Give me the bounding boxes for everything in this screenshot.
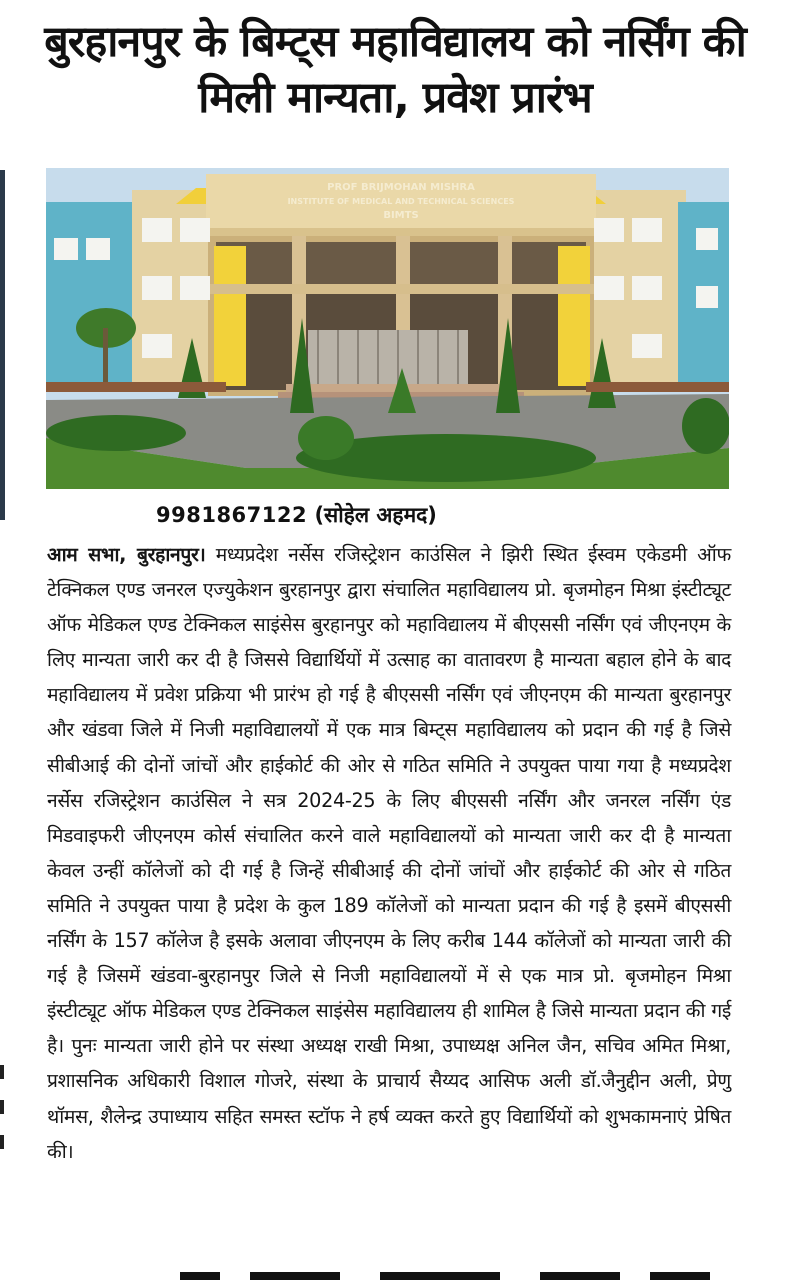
- reporter-phone: 9981867122: [156, 503, 308, 527]
- article-body-text: मध्यप्रदेश नर्सेस रजिस्ट्रेशन काउंसिल ने झिरी स्थित ईस्वम एकेडमी ऑफ टेक्निकल एण्ड जनरल एज्युकेशन बुरहानपुर द्वारा संचालित महाविद्यालय प्रो. बृजमोहन मिश्रा इंस्टीट्यूट ऑफ मेडिकल एण्ड टेक्निकल साइंसेस बुरहानपुर को महाविद्यालय में बीएससी नर्सिंग एवं जीएनएम के लिए मान्यता जारी कर दी है जिससे विद्यार्थियों में उत्साह का वातावरण है मान्यता बहाल होने के बाद महाविद्यालय में प्रवेश प्रक्रिया भी प्रारंभ हो गई है बीएससी नर्सिंग एवं जीएनएम की मान्यता बुरहानपुर और खंडवा जिले में निजी महाविद्यालयों में एक मात्र बिम्ट्स महाविद्यालय को प्रदान की गई है जिसे सीबीआई की दोनों जांचों और हाईकोर्ट की ओर से गठित समिति ने उपयुक्त पाया गया है मध्यप्रदेश नर्सेस रजिस्ट्रेशन काउंसिल ने सत्र 2024-25 के लिए बीएससी नर्सिंग और जनरल नर्सिंग एंड मिडवाइफरी जीएनएम कोर्स संचालित करने वाले महाविद्यालयों को मान्यता जारी कर दी है मान्यता केवल उन्हीं कॉलेजों को दी गई है जिन्हें सीबीआई की दोनों जांचों और हाईकोर्ट की ओर से गठित समिति ने उपयुक्त पाया है प्रदेश के कुल 189 कॉलेजों को मान्यता प्रदान की गई है इसमें बीएससी नर्सिंग के 157 कॉलेज है इसके अलावा जीएनएम के लिए करीब 144 कॉलेजों को मान्यता जारी की गई है जिसमें खंडवा-बुरहानपुर जिले से निजी महाविद्यालयों में से एक मात्र प्रो. बृजमोहन मिश्रा इंस्टीट्यूट ऑफ मेडिकल एण्ड टेक्निकल साइंसेस महाविद्यालय ही शामिल है जिसे मान्यता प्रदान की गई है। पुनः मान्यता जारी होने पर संस्था अध्यक्ष राखी मिश्रा, उपाध्यक्ष अनिल जैन, सचिव अमित मिश्रा, प्रशासनिक अधिकारी विशाल गोजरे, संस्था के प्राचार्य सैय्यद आसिफ अली डॉ.जैनुद्दीन अली, प्रेणु थॉमस, शैलेन्द्र उपाध्याय सहित समस्त स्टॉफ ने हर्ष व्यक्त करते हुए विद्यार्थियों को शुभकामनाएं प्रेषित की।: [47, 543, 731, 1163]
- building-sign-line-2: INSTITUTE OF MEDICAL AND TECHNICAL SCIENCES: [287, 197, 515, 206]
- adjacent-column-edge: [0, 0, 8, 1280]
- contact-line: [156, 500, 437, 530]
- building-sign-line-3: BIMTS: [383, 210, 419, 221]
- next-headline-fragment: [180, 1268, 720, 1280]
- reporter-name: (सोहेल अहमद): [314, 503, 437, 527]
- article-body: [47, 537, 731, 1169]
- article-headline: बुरहानपुर के बिम्ट्स महाविद्यालय को नर्सिंग की मिली मान्यता, प्रवेश प्रारंभ: [44, 17, 746, 123]
- building-sign-line-1: PROF BRIJMOHAN MISHRA: [327, 182, 475, 193]
- college-building-photo: [46, 168, 729, 489]
- article-dateline: आम सभा, बुरहानपुर।: [47, 543, 206, 566]
